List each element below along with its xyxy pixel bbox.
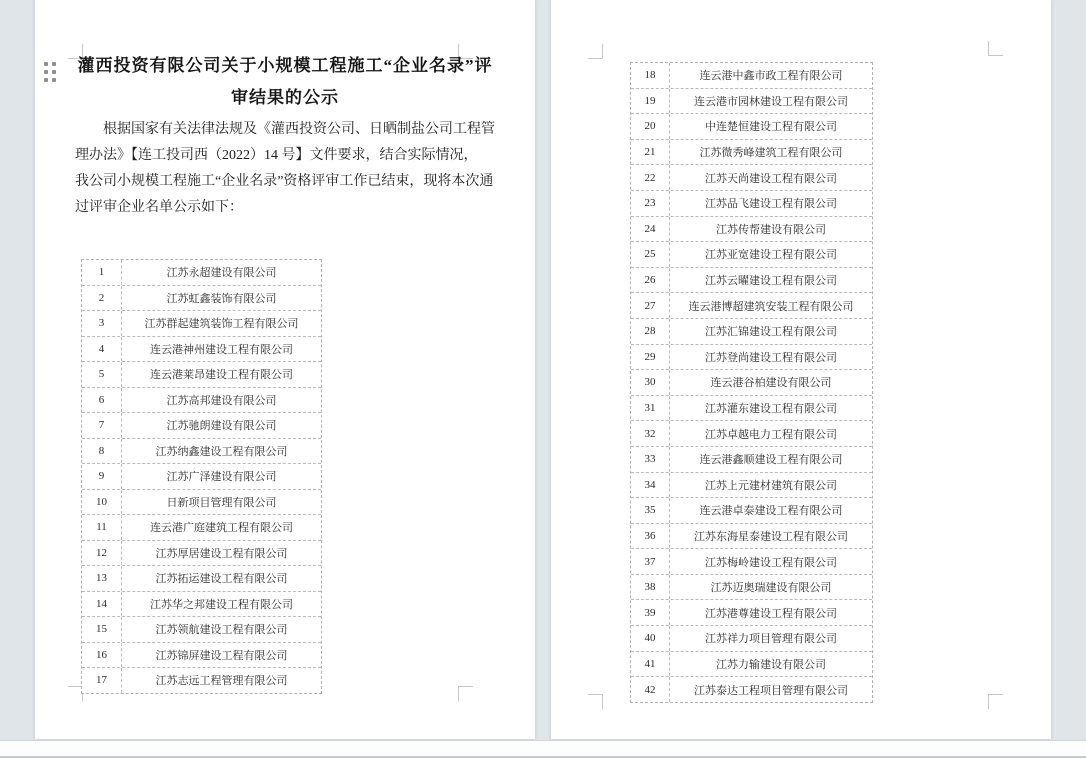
body-text-line: 我公司小规模工程施工“企业名录”资格评审工作已结束，现将本次通 — [75, 174, 494, 189]
table-row — [631, 676, 872, 702]
row-number-cell: 23 — [631, 191, 670, 216]
row-number-cell: 34 — [631, 473, 670, 498]
table-row — [631, 318, 872, 344]
company-name-cell: 江苏传帮建设有限公司 — [716, 223, 826, 236]
company-name-cell: 连云港中鑫市政工程有限公司 — [699, 70, 843, 83]
company-name-cell: 连云港谷柏建设有限公司 — [710, 377, 832, 390]
row-number-cell: 20 — [631, 114, 670, 139]
table-row — [631, 574, 872, 600]
row-number-cell: 10 — [82, 490, 122, 515]
row-number-cell: 16 — [82, 643, 122, 668]
company-name-cell: 江苏登尚建设工程有限公司 — [705, 351, 837, 364]
table-row — [82, 591, 321, 617]
text-boundary-corner-icon — [988, 41, 1003, 56]
table-row — [631, 625, 872, 651]
table-row — [82, 642, 321, 668]
row-number-cell: 7 — [82, 413, 122, 438]
table-row — [82, 361, 321, 387]
paragraph-drag-handle-icon[interactable] — [44, 62, 56, 82]
table-row — [82, 387, 321, 413]
text-boundary-corner-icon — [458, 686, 473, 701]
company-name-cell: 江苏东海星泰建设工程有限公司 — [694, 530, 848, 543]
row-number-cell: 35 — [631, 498, 670, 523]
row-number-cell: 40 — [631, 626, 670, 651]
company-name-cell: 江苏梅岭建设工程有限公司 — [705, 556, 837, 569]
table-row — [631, 190, 872, 216]
company-name-cell: 江苏微秀峰建筑工程有限公司 — [699, 147, 843, 160]
row-number-cell: 37 — [631, 549, 670, 574]
company-name-cell: 江苏泰达工程项目管理有限公司 — [694, 684, 848, 697]
table-row — [82, 489, 321, 515]
company-name-cell: 江苏灌东建设工程有限公司 — [705, 403, 837, 416]
row-number-cell: 21 — [631, 140, 670, 165]
row-number-cell: 13 — [82, 566, 122, 591]
company-name-cell: 江苏卓越电力工程有限公司 — [705, 428, 837, 441]
company-name-cell: 江苏永超建设有限公司 — [166, 267, 277, 280]
company-name-cell: 江苏品飞建设工程有限公司 — [705, 198, 837, 211]
row-number-cell: 2 — [82, 286, 122, 311]
document-page-1 — [35, 0, 535, 739]
row-number-cell: 27 — [631, 293, 670, 318]
text-boundary-corner-icon — [588, 694, 603, 709]
row-number-cell: 9 — [82, 464, 122, 489]
company-name-cell: 江苏虹鑫装饰有限公司 — [166, 292, 277, 305]
company-name-cell: 江苏纳鑫建设工程有限公司 — [155, 445, 288, 458]
text-boundary-corner-icon — [588, 44, 603, 59]
table-row — [631, 344, 872, 370]
table-row — [82, 412, 321, 438]
document-page-2 — [551, 0, 1051, 739]
row-number-cell: 15 — [82, 617, 122, 642]
table-row — [631, 241, 872, 267]
table-row — [631, 523, 872, 549]
company-name-cell: 江苏天尚建设工程有限公司 — [705, 172, 837, 185]
company-name-cell: 江苏锦屏建设工程有限公司 — [155, 649, 288, 662]
row-number-cell: 32 — [631, 421, 670, 446]
table-row — [631, 139, 872, 165]
company-name-cell: 连云港鑫顺建设工程有限公司 — [699, 454, 843, 467]
table-row — [631, 267, 872, 293]
company-name-cell: 江苏高邦建设有限公司 — [166, 394, 277, 407]
company-name-cell: 连云港莱昂建设工程有限公司 — [150, 369, 293, 382]
table-row — [82, 463, 321, 489]
company-name-cell: 江苏志远工程管理有限公司 — [155, 675, 288, 688]
table-row — [82, 438, 321, 464]
company-name-cell: 江苏驰朗建设有限公司 — [166, 420, 277, 433]
row-number-cell: 18 — [631, 63, 670, 88]
table-row — [82, 285, 321, 311]
body-text-line: 理办法》【连工投司西（2022）14 号】文件要求，结合实际情况， — [75, 148, 478, 163]
row-number-cell: 22 — [631, 165, 670, 190]
company-table-page1 — [81, 259, 322, 694]
table-row — [82, 336, 321, 362]
table-row — [631, 63, 872, 88]
table-row — [631, 292, 872, 318]
row-number-cell: 6 — [82, 388, 122, 413]
table-row — [631, 395, 872, 421]
table-row — [631, 446, 872, 472]
row-number-cell: 26 — [631, 268, 670, 293]
document-title — [65, 50, 505, 114]
row-number-cell: 4 — [82, 337, 122, 362]
company-name-cell: 连云港神州建设工程有限公司 — [150, 343, 293, 356]
table-row — [631, 651, 872, 677]
company-name-cell: 江苏力输建设有限公司 — [716, 658, 826, 671]
company-name-cell: 江苏拓运建设工程有限公司 — [155, 573, 288, 586]
row-number-cell: 14 — [82, 592, 122, 617]
company-name-cell: 日新项目管理有限公司 — [166, 496, 277, 509]
table-row — [82, 310, 321, 336]
company-name-cell: 连云港广庭建筑工程有限公司 — [150, 522, 293, 535]
row-number-cell: 12 — [82, 541, 122, 566]
row-number-cell: 30 — [631, 370, 670, 395]
company-table-page2 — [630, 62, 873, 703]
company-name-cell: 江苏上元建材建筑有限公司 — [705, 479, 837, 492]
company-name-cell: 江苏华之邦建设工程有限公司 — [150, 598, 293, 611]
row-number-cell: 1 — [82, 260, 122, 285]
body-text-line: 过评审企业名单公示如下： — [75, 200, 243, 215]
company-name-cell: 江苏汇锦建设工程有限公司 — [705, 326, 837, 339]
row-number-cell: 29 — [631, 345, 670, 370]
row-number-cell: 39 — [631, 600, 670, 625]
row-number-cell: 33 — [631, 447, 670, 472]
row-number-cell: 31 — [631, 396, 670, 421]
company-name-cell: 江苏祥力项目管理有限公司 — [705, 633, 837, 646]
row-number-cell: 41 — [631, 652, 670, 677]
table-row — [82, 565, 321, 591]
row-number-cell: 11 — [82, 515, 122, 540]
table-row — [631, 472, 872, 498]
row-number-cell: 42 — [631, 677, 670, 702]
company-name-cell: 江苏广泽建设有限公司 — [166, 471, 277, 484]
document-title-line: 灌西投资有限公司关于小规模工程施工“企业名录”评 — [77, 56, 493, 75]
row-number-cell: 36 — [631, 524, 670, 549]
company-name-cell: 江苏迈奥瑞建设有限公司 — [710, 582, 832, 595]
table-row — [82, 616, 321, 642]
row-number-cell: 28 — [631, 319, 670, 344]
row-number-cell: 19 — [631, 89, 670, 114]
table-row — [631, 548, 872, 574]
body-text-line: 根据国家有关法律法规及《灌西投资公司、日晒制盐公司工程管 — [103, 122, 495, 137]
company-name-cell: 中连楚恒建设工程有限公司 — [705, 121, 837, 134]
row-number-cell: 17 — [82, 668, 122, 693]
table-row — [82, 260, 321, 285]
row-number-cell: 8 — [82, 439, 122, 464]
table-row — [631, 420, 872, 446]
company-name-cell: 连云港卓泰建设工程有限公司 — [699, 505, 843, 518]
table-row — [631, 88, 872, 114]
table-row — [82, 514, 321, 540]
company-name-cell: 江苏厚居建设工程有限公司 — [155, 547, 288, 560]
table-row — [631, 369, 872, 395]
company-name-cell: 连云港博超建筑安装工程有限公司 — [688, 300, 854, 313]
company-name-cell: 江苏群起建筑装饰工程有限公司 — [144, 318, 299, 331]
company-name-cell: 江苏云曜建设工程有限公司 — [705, 275, 837, 288]
table-row — [82, 667, 321, 693]
row-number-cell: 25 — [631, 242, 670, 267]
table-row — [631, 164, 872, 190]
company-name-cell: 江苏港尊建设工程有限公司 — [705, 607, 837, 620]
row-number-cell: 24 — [631, 217, 670, 242]
table-row — [631, 497, 872, 523]
text-boundary-corner-icon — [988, 694, 1003, 709]
company-name-cell: 连云港市园林建设工程有限公司 — [694, 95, 848, 108]
horizontal-scrollbar[interactable] — [0, 740, 1086, 758]
document-title-line: 审结果的公示 — [231, 88, 339, 107]
table-row — [82, 540, 321, 566]
document-body — [75, 117, 507, 221]
row-number-cell: 38 — [631, 575, 670, 600]
row-number-cell: 5 — [82, 362, 122, 387]
company-name-cell: 江苏亚宽建设工程有限公司 — [705, 249, 837, 262]
table-row — [631, 216, 872, 242]
row-number-cell: 3 — [82, 311, 122, 336]
table-row — [631, 113, 872, 139]
company-name-cell: 江苏领航建设工程有限公司 — [155, 624, 288, 637]
table-row — [631, 599, 872, 625]
